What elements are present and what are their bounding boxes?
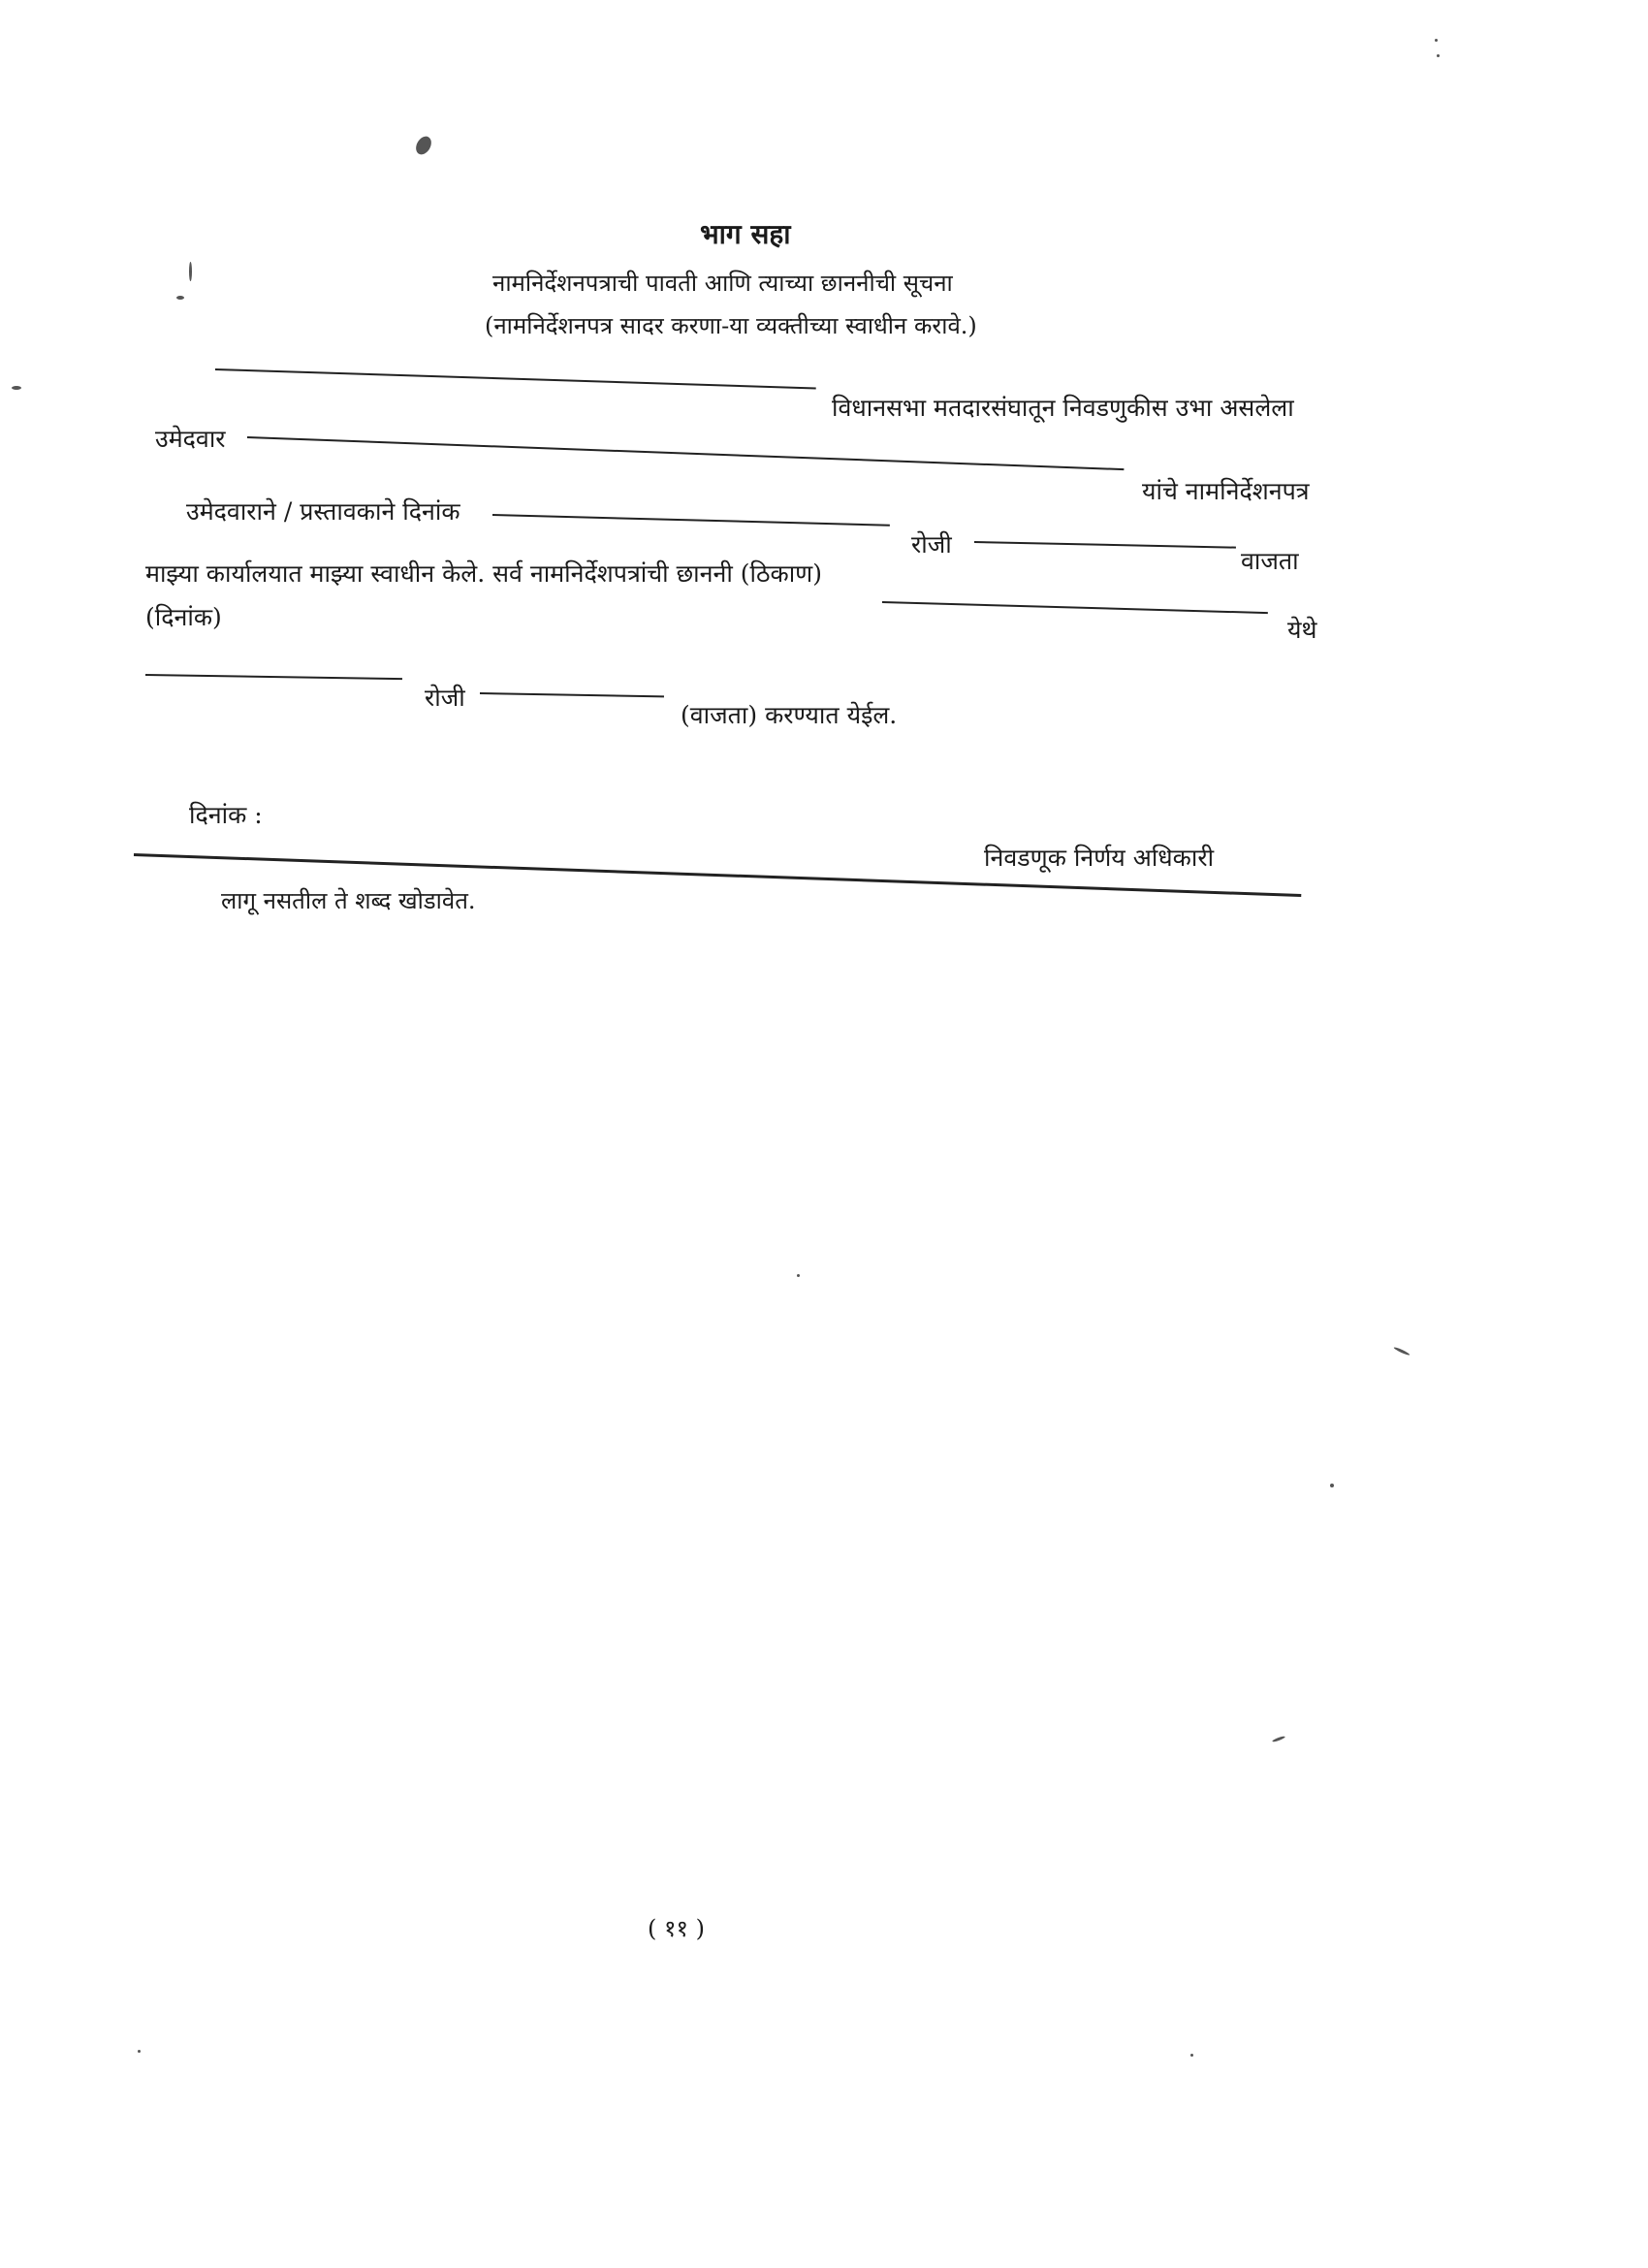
scan-mark xyxy=(189,262,192,281)
nomination-suffix: यांचे नामनिर्देशनपत्र xyxy=(1142,477,1310,505)
submission-date-blank-line xyxy=(492,514,890,527)
on-day-label-1: रोजी xyxy=(911,530,952,559)
officer-title: निवडणूक निर्णय अधिकारी xyxy=(984,844,1215,872)
constituency-blank-line xyxy=(215,368,816,389)
footnote: लागू नसतील ते शब्द खोडावेत. xyxy=(221,887,476,914)
time-paren-text: (वाजता) करण्यात येईल. xyxy=(681,701,898,729)
scan-mark xyxy=(1437,54,1440,57)
candidate-label: उमेदवार xyxy=(155,425,226,453)
section-heading: भाग सहा xyxy=(700,218,791,250)
place-suffix: येथे xyxy=(1287,616,1317,644)
time-label-1: वाजता xyxy=(1241,547,1299,575)
on-day-label-2: रोजी xyxy=(425,684,465,712)
submission-time-blank-line xyxy=(974,541,1236,549)
date-paren-label: (दिनांक) xyxy=(145,603,222,631)
scrutiny-place-blank-line xyxy=(882,601,1268,614)
scan-mark xyxy=(797,1274,800,1277)
date-label: दिनांक : xyxy=(189,801,263,829)
scan-mark xyxy=(1272,1736,1285,1743)
form-subtitle: नामनिर्देशनपत्राची पावती आणि त्याच्या छाननीची सूचना xyxy=(492,270,953,297)
scan-mark xyxy=(1330,1484,1334,1487)
scan-mark xyxy=(1435,39,1438,42)
candidate-name-blank-line xyxy=(247,436,1124,470)
scan-mark xyxy=(1190,2054,1193,2057)
scan-mark xyxy=(413,134,434,157)
constituency-text: विधानसभा मतदारसंघातून निवडणुकीस उभा असलेला xyxy=(832,394,1294,422)
form-instruction: (नामनिर्देशनपत्र सादर करणा-या व्यक्तीच्या स्वाधीन करावे.) xyxy=(485,312,977,339)
proposer-date-label: उमेदवाराने / प्रस्तावकाने दिनांक xyxy=(186,497,460,526)
scan-mark xyxy=(176,296,184,300)
page-number: ( ११ ) xyxy=(648,1915,705,1942)
scan-mark xyxy=(1393,1346,1410,1356)
scan-mark xyxy=(138,2050,141,2053)
scrutiny-time-blank-line xyxy=(480,692,664,697)
office-text: माझ्या कार्यालयात माझ्या स्वाधीन केले. सर्व नामनिर्देशपत्रांची छाननी (ठिकाण) xyxy=(145,559,823,588)
scrutiny-date-blank-line xyxy=(145,674,402,680)
scan-mark xyxy=(12,386,21,390)
